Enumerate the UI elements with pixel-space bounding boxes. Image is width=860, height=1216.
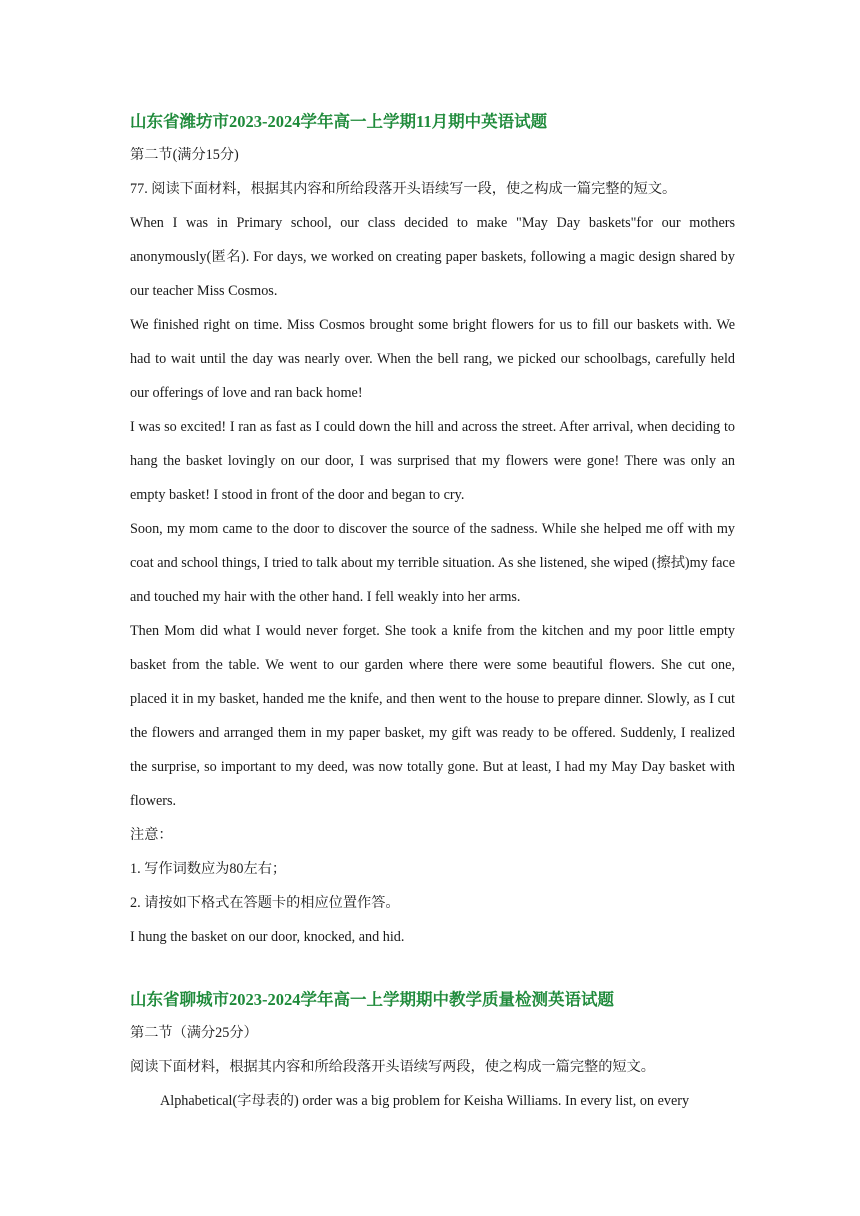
section2-instruction: 阅读下面材料，根据其内容和所给段落开头语续写两段，使之构成一篇完整的短文。 <box>130 1059 655 1075</box>
section1-body <box>130 138 735 954</box>
section2-part: 第二节（满分25分） <box>130 1025 258 1041</box>
note-item-1: 1. 写作词数应为80左右； <box>130 861 287 877</box>
story-paragraph-3: I was so excited! I ran as fast as I could down the hill and across the street. After arrival, when deciding to hang the basket lovingly on our door, I was surprised that my flowers were gone! There was only an empty basket! I stood in front of the door and began to cry. <box>130 419 735 503</box>
section2-body <box>130 1016 735 1118</box>
story-paragraph-1: When I was in Primary school, our class decided to make "May Day baskets"for our mothers anonymously(匿名). For days, we worked on creating paper baskets, following a magic design shared by our teacher Miss Cosmos. <box>130 215 735 299</box>
section1-part: 第二节(满分15分) <box>130 147 239 163</box>
story-paragraph-5: Then Mom did what I would never forget. She took a knife from the kitchen and my poor little empty basket from the table. We went to our garden where there were some beautiful flowers. She cut one, placed it in my basket, handed me the knife, and then went to the house to prepare dinner. Slowly, as I cut the flowers and arranged them in my paper basket, my gift was ready to be offered. Suddenly, I realized the surprise, so important to my deed, was now totally gone. But at least, I had my May Day basket with flowers. <box>130 623 735 809</box>
section1-instruction: 77. 阅读下面材料，根据其内容和所给段落开头语续写一段，使之构成一篇完整的短文。 <box>130 181 677 197</box>
section2-paragraph-start: Alphabetical(字母表的) order was a big problem for Keisha Williams. In every list, on every <box>160 1093 690 1109</box>
section1-title: 山东省潍坊市2023-2024学年高一上学期11月期中英语试题 <box>130 112 548 131</box>
continuation-prompt: I hung the basket on our door, knocked, and hid. <box>130 929 405 945</box>
note-item-2: 2. 请按如下格式在答题卡的相应位置作答。 <box>130 895 400 911</box>
story-paragraph-4: Soon, my mom came to the door to discover the source of the sadness. While she helped me off with my coat and school things, I tried to talk about my terrible situation. As she listened, she wiped (擦拭)my face and touched my hair with the other hand. I fell weakly into her arms. <box>130 521 735 605</box>
story-paragraph-2: We finished right on time. Miss Cosmos brought some bright flowers for us to fill our baskets with. We had to wait until the day was nearly over. When the bell rang, we picked our schoolbags, carefully held our offerings of love and ran back home! <box>130 317 735 401</box>
notes-label: 注意： <box>130 827 173 843</box>
section2-title: 山东省聊城市2023-2024学年高一上学期期中教学质量检测英语试题 <box>130 990 614 1009</box>
